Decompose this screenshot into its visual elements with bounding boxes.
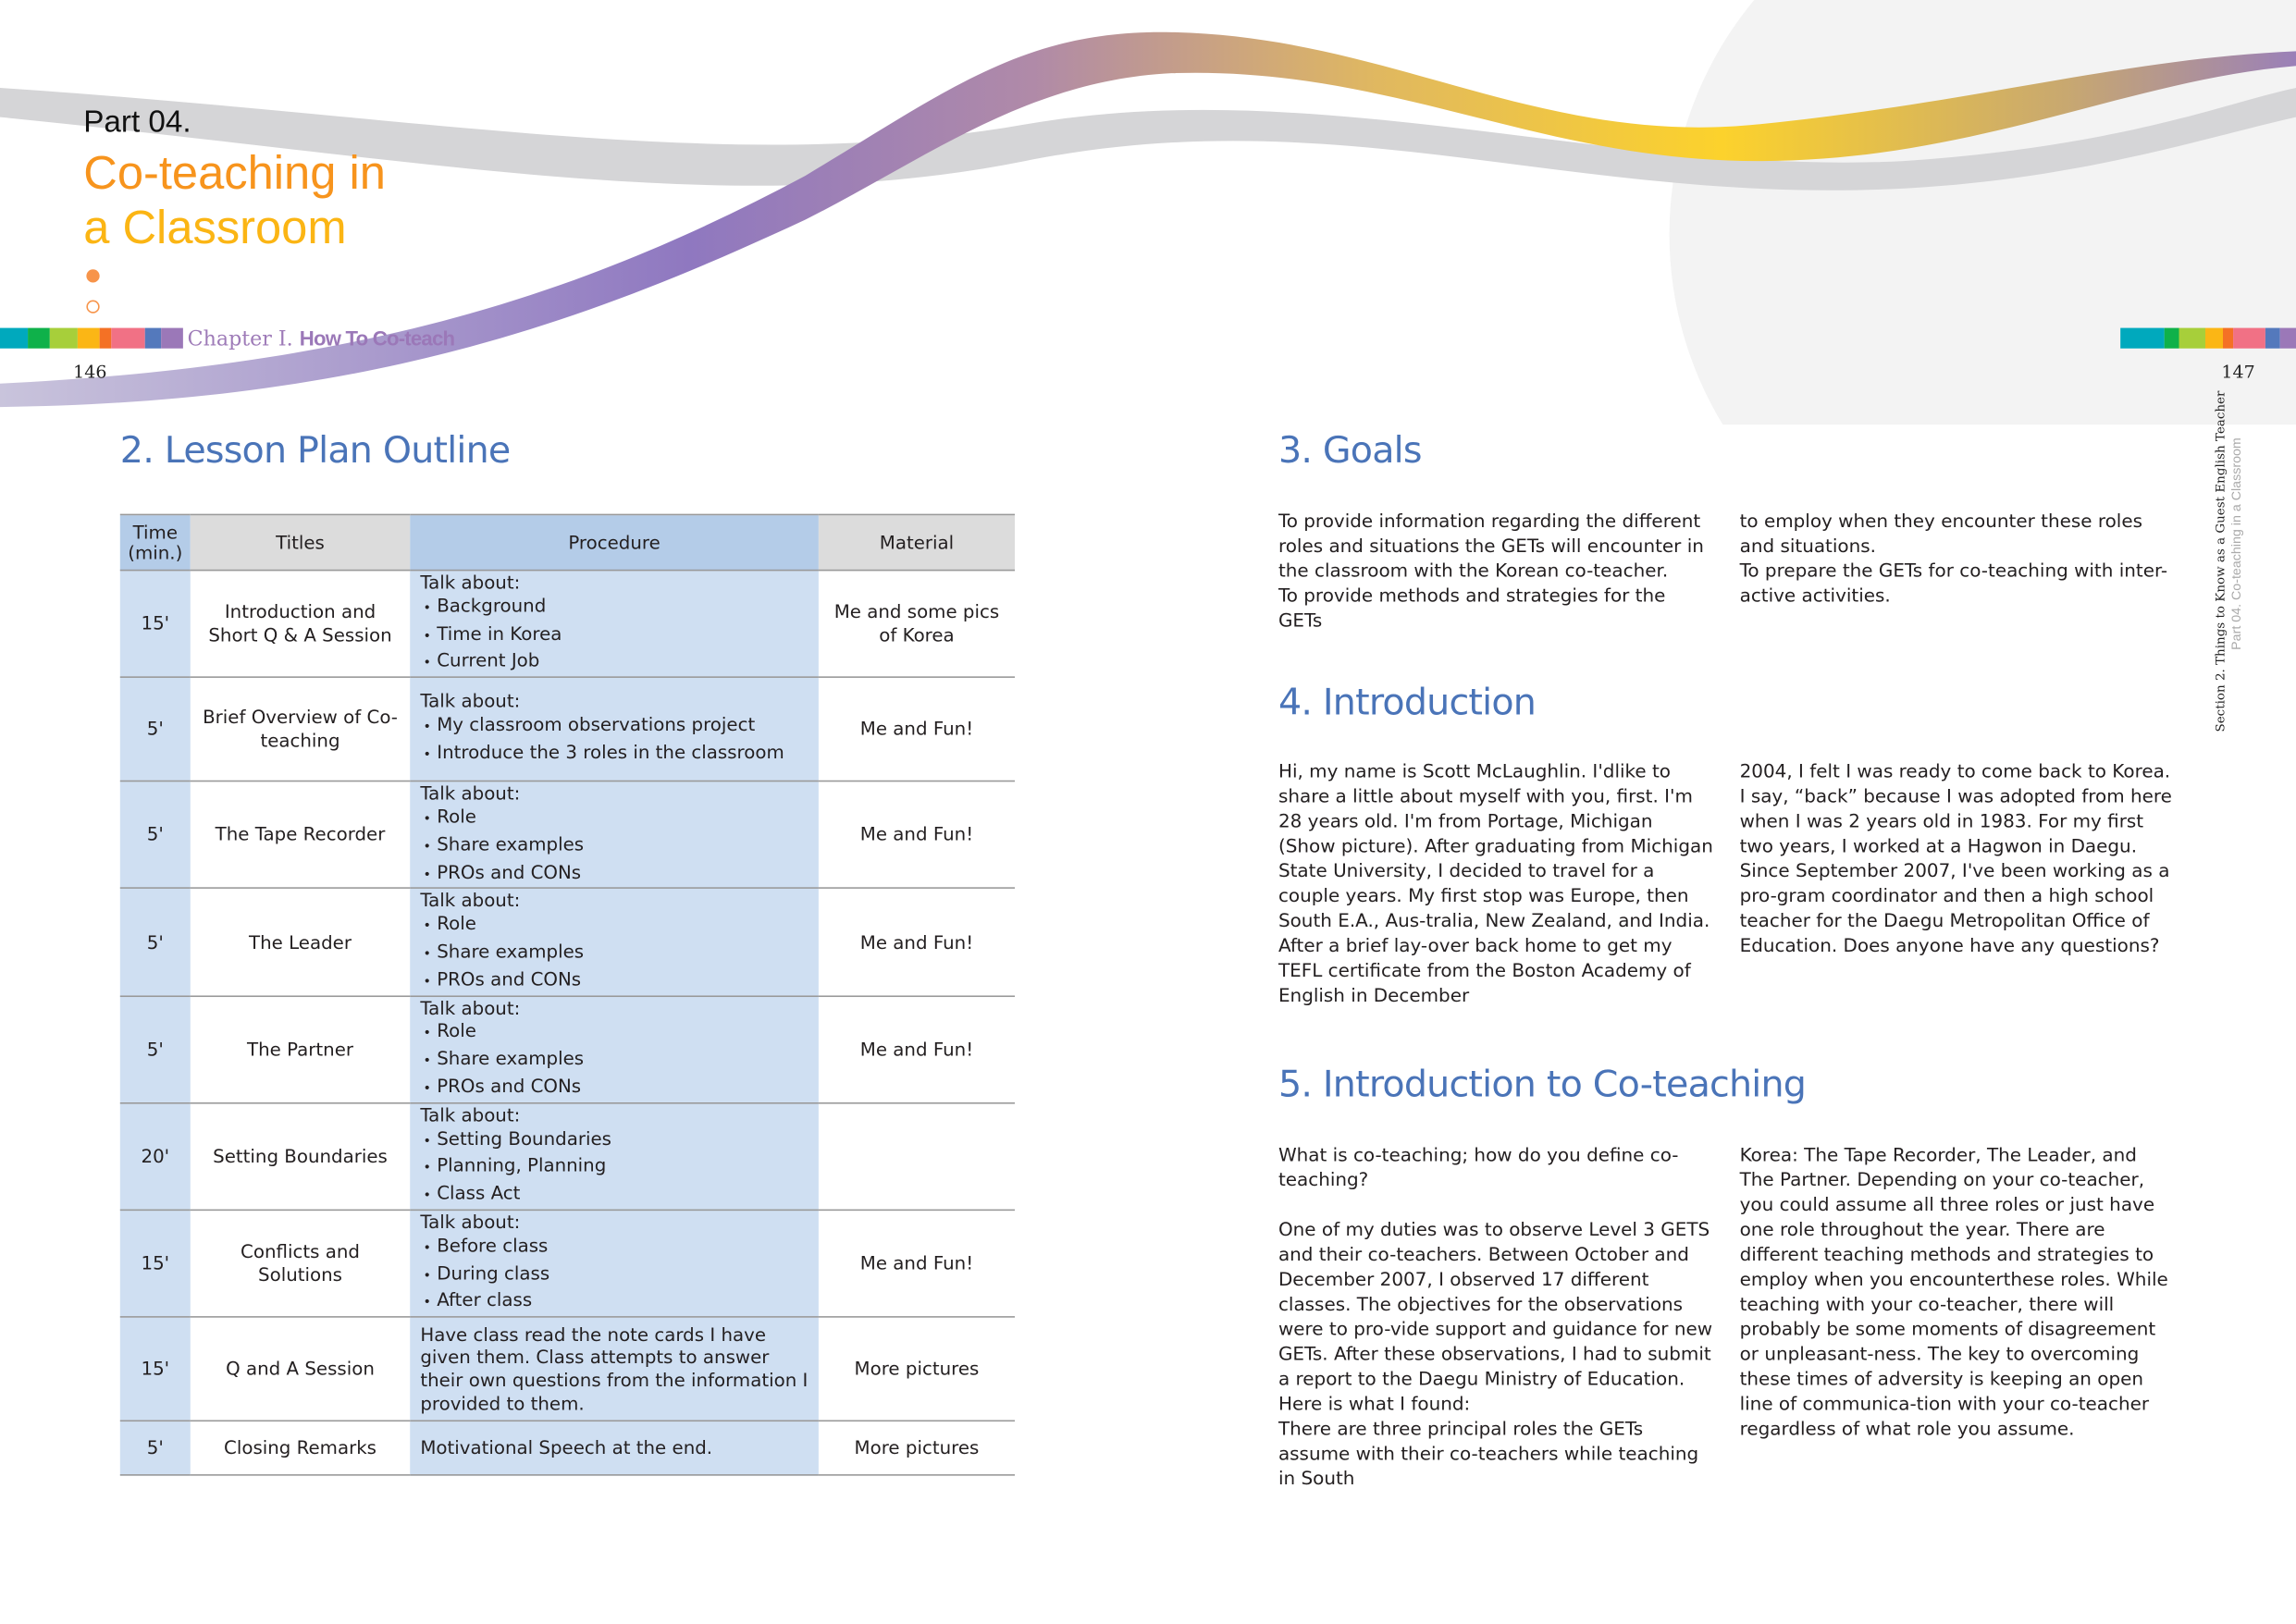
title-line-2: a Classroom <box>83 200 347 253</box>
material-cell: Me and Fun! <box>819 677 1015 781</box>
coteaching-col-1: What is co-teaching; how do you define co-teaching? One of my duties was to observe Level 3 GETS and their co-teachers. Between October and December 2007, I observed 17 different classes. The objectives for the observations were to pro-vide support and guidance for new GETs. After these observations, I had to submit a report to the Daegu Ministry of Education. Here is what I found: There are three principal roles the GETs assume with their co-teachers while teaching in South <box>1278 1143 1713 1489</box>
procedure-item: • Introduce the 3 roles in the classroom <box>420 741 811 769</box>
goals-heading: 3. Goals <box>1278 428 1422 472</box>
time-cell: 5' <box>120 781 191 889</box>
hollow-dot-icon <box>86 301 99 314</box>
part-title <box>83 146 386 254</box>
title-cell: The Leader <box>191 889 410 996</box>
table-row <box>120 1102 1015 1210</box>
introduction-col-1: Hi, my name is Scott McLaughlin. I'dlike to share a little about myself with you, first. I'm 28 years old. I'm from Portage, Michigan (Show picture). After graduating from Michigan State University, I decided to travel for a couple years. My first stop was Europe, then South E.A., Aus-tralia, New Zealand, and India. After a brief lay-over back home to get my TEFL certificate from the Boston Academy of English in December <box>1278 759 1720 1006</box>
procedure-intro: Motivational Speech at the end. <box>420 1436 713 1459</box>
page-number-left: 146 <box>73 362 107 383</box>
procedure-item: • Setting Boundaries <box>420 1126 811 1154</box>
chapter-title: How To Co-teach <box>299 326 455 351</box>
table-row <box>120 1317 1015 1421</box>
procedure-item: • Before class <box>420 1234 811 1261</box>
color-bar-left <box>0 328 183 349</box>
col-material: Material <box>819 514 1015 570</box>
title-cell: Brief Overview of Co-teaching <box>191 677 410 781</box>
procedure-item: • Class Act <box>420 1182 811 1210</box>
introduction-col-2: 2004, I felt I was ready to come back to Korea. I say, “back” because I was adopted from here when I was 2 years old in 1983. For my first two years, I worked at a Hagwon in Daegu. Since September 2007, I've been working as a pro-gram coordinator and then a high school teacher for the Daegu Metropolitan Office of Education. Does anyone have any questions? <box>1739 759 2179 956</box>
procedure-cell <box>410 1102 819 1210</box>
material-cell: Me and Fun! <box>819 1210 1015 1317</box>
title-cell: The Partner <box>191 996 410 1103</box>
col-time: Time (min.) <box>120 514 191 570</box>
procedure-item: • Share examples <box>420 940 811 967</box>
title-cell: Closing Remarks <box>191 1421 410 1475</box>
title-cell: The Tape Recorder <box>191 781 410 889</box>
procedure-item: • Background <box>420 594 811 621</box>
table-header <box>120 514 1015 570</box>
coteaching-heading: 5. Introduction to Co-teaching <box>1278 1063 1807 1106</box>
side-part: Part 04. Co-teaching in a Classroom <box>2228 437 2244 650</box>
time-cell: 15' <box>120 1210 191 1317</box>
procedure-intro: Talk about: <box>420 1103 521 1126</box>
procedure-cell <box>410 781 819 889</box>
procedure-item: • Current Job <box>420 649 811 677</box>
lesson-plan-heading: 2. Lesson Plan Outline <box>119 428 511 472</box>
procedure-item: • Share examples <box>420 1047 811 1075</box>
procedure-item: • PROs and CONs <box>420 860 811 888</box>
procedure-cell <box>410 571 819 678</box>
goals-col-2: to employ when they encounter these roles and situations. To prepare the GETs for co-teaching with inter-active activities. <box>1739 509 2168 607</box>
col-titles: Titles <box>191 514 410 570</box>
procedure-cell <box>410 996 819 1103</box>
procedure-cell <box>410 1210 819 1317</box>
procedure-cell <box>410 1317 819 1421</box>
table-row <box>120 571 1015 678</box>
side-running-head <box>2214 391 2243 732</box>
procedure-item: • PROs and CONs <box>420 967 811 995</box>
table-row <box>120 1421 1015 1475</box>
time-cell: 5' <box>120 889 191 996</box>
time-cell: 15' <box>120 1317 191 1421</box>
coteaching-col-2: Korea: The Tape Recorder, The Leader, and The Partner. Depending on your co-teacher, you could assume all three roles or just have one role throughout the year. There are different teaching methods and strategies to employ when you encounterthese roles. While teaching with your co-teacher, there will probably be some moments of disagreement or unpleasant-ness. The key to overcoming these times of adversity is keeping an open line of communica-tion with your co-teacher regardless of what role you assume. <box>1739 1143 2175 1440</box>
lesson-plan-table <box>120 514 1015 1476</box>
procedure-intro: Talk about: <box>420 1211 521 1233</box>
time-cell: 15' <box>120 571 191 678</box>
side-section: Section 2. Things to Know as a Guest English Teacher <box>2214 390 2229 732</box>
material-cell: More pictures <box>819 1421 1015 1475</box>
chapter-prefix: Chapter Ⅰ. <box>187 327 293 351</box>
title-cell: Q and A Session <box>191 1317 410 1421</box>
material-cell: Me and Fun! <box>819 889 1015 996</box>
procedure-cell <box>410 889 819 996</box>
part-label: Part 04. <box>83 105 191 140</box>
col-procedure: Procedure <box>410 514 819 570</box>
procedure-intro: Talk about: <box>420 781 521 805</box>
title-cell: Introduction and Short Q & A Session <box>191 571 410 678</box>
procedure-cell <box>410 677 819 781</box>
procedure-item: • Role <box>420 806 811 833</box>
procedure-item: • Time in Korea <box>420 621 811 649</box>
page-number-right: 147 <box>2221 362 2255 383</box>
table-row <box>120 1210 1015 1317</box>
procedure-cell <box>410 1421 819 1475</box>
procedure-intro: Have class read the note cards I have given them. Class attempts to answer their own questions from the information I provided to them. <box>420 1323 809 1415</box>
table-row <box>120 996 1015 1103</box>
time-cell: 5' <box>120 996 191 1103</box>
goals-col-1: To provide information regarding the different roles and situations the GETs will encounter in the classroom with the Korean co-teacher. To provide methods and strategies for the GETs <box>1278 509 1704 632</box>
color-bar-right <box>2120 328 2296 349</box>
procedure-item: • After class <box>420 1289 811 1317</box>
procedure-item: • PROs and CONs <box>420 1075 811 1102</box>
procedure-item: • Role <box>420 912 811 940</box>
material-cell: Me and Fun! <box>819 996 1015 1103</box>
material-cell: Me and some pics of Korea <box>819 571 1015 678</box>
filled-dot-icon <box>86 269 99 282</box>
material-cell: Me and Fun! <box>819 781 1015 889</box>
procedure-item: • Share examples <box>420 832 811 860</box>
time-cell: 20' <box>120 1102 191 1210</box>
procedure-intro: Talk about: <box>420 690 521 713</box>
introduction-heading: 4. Introduction <box>1278 681 1537 724</box>
procedure-intro: Talk about: <box>420 996 521 1019</box>
procedure-intro: Talk about: <box>420 571 521 594</box>
table-row <box>120 677 1015 781</box>
chapter-label <box>188 326 455 351</box>
table-row <box>120 889 1015 996</box>
title-line-1: Co-teaching in <box>83 146 386 200</box>
procedure-intro: Talk about: <box>420 889 521 912</box>
title-cell: Setting Boundaries <box>191 1102 410 1210</box>
procedure-item: • Role <box>420 1019 811 1047</box>
material-cell <box>819 1102 1015 1210</box>
title-cell: Conflicts and Solutions <box>191 1210 410 1317</box>
procedure-item: • During class <box>420 1261 811 1289</box>
material-cell: More pictures <box>819 1317 1015 1421</box>
time-cell: 5' <box>120 1421 191 1475</box>
table-row <box>120 781 1015 889</box>
procedure-item: • Planning, Planning <box>420 1154 811 1182</box>
procedure-item: • My classroom observations project <box>420 713 811 741</box>
time-cell: 5' <box>120 677 191 781</box>
